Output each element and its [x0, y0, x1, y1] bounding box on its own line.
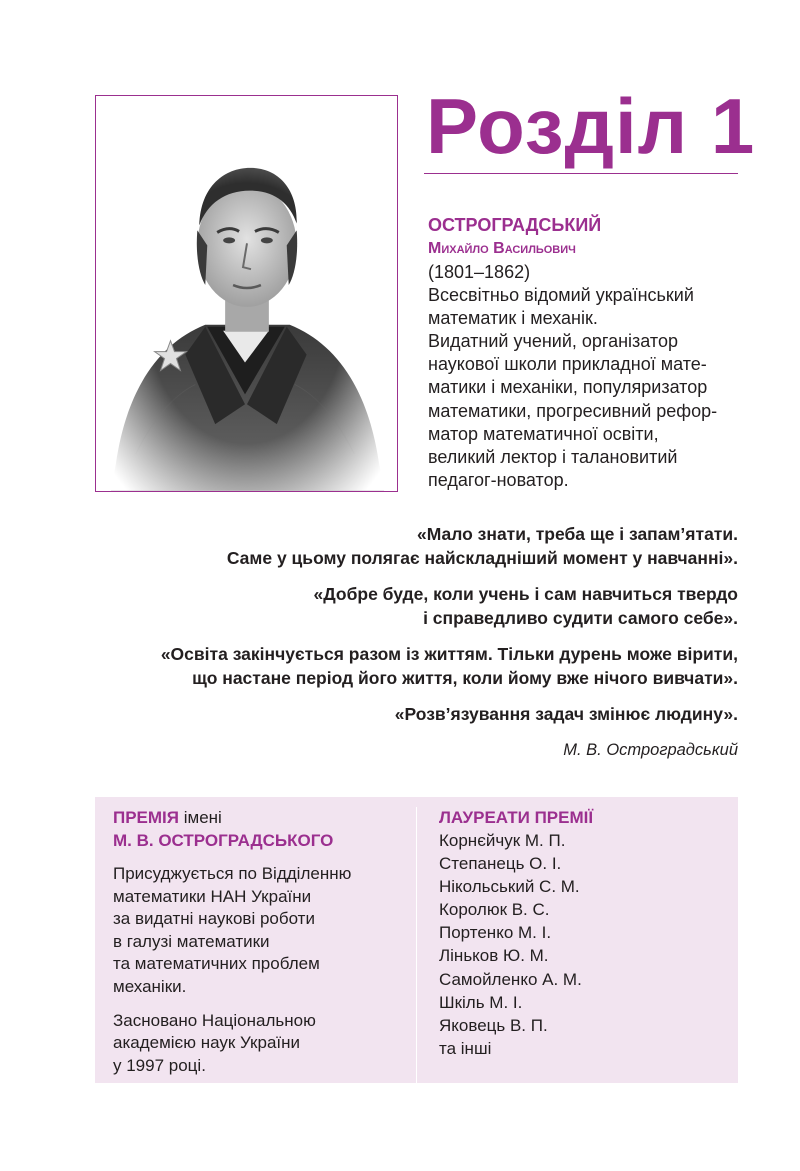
laureates-heading: ЛАУРЕАТИ ПРЕМІЇ	[439, 808, 594, 827]
prize-description-line: та математичних проблем	[113, 954, 320, 974]
laureate: Ліньков Ю. М.	[439, 946, 549, 966]
laureate: Портенко М. І.	[439, 923, 552, 943]
bio-surname: ОСТРОГРАДСЬКИЙ	[428, 215, 602, 235]
quote-line: «Мало знати, треба ще і запам’ятати.	[416, 524, 738, 544]
bio-line: великий лектор і талановитий	[428, 446, 678, 467]
quote	[58, 522, 738, 570]
portrait-frame	[95, 95, 398, 492]
bio-line: Видатний учений, організатор	[428, 331, 678, 352]
prize-description-line: Присуджується по Відділенню	[113, 864, 352, 883]
prize-description-line: математики НАН України	[113, 886, 312, 906]
prize-name: М. В. ОСТРОГРАДСЬКОГО	[113, 831, 334, 850]
biography	[428, 213, 748, 492]
laureate: Яковець В. П.	[439, 1015, 548, 1035]
prize-founded	[113, 1010, 408, 1078]
bio-line: наукової школи прикладної мате-	[428, 354, 707, 375]
quote-line: «Добре буде, коли учень і сам навчиться твердо	[313, 584, 738, 604]
laureate: та інші	[439, 1038, 492, 1058]
quote-line: і справедливо судити самого себе».	[423, 608, 738, 628]
laureate: Степанець О. І.	[439, 854, 562, 874]
bio-line: (1801–1862)	[428, 262, 531, 282]
prize-info	[113, 806, 408, 1077]
prize-description-line: в галузі математики	[113, 931, 270, 951]
prize-panel	[95, 797, 738, 1083]
title-divider	[424, 173, 738, 174]
laureate: Нікольський С. М.	[439, 877, 580, 897]
prize-heading	[113, 806, 408, 829]
prize-heading-accent: ПРЕМІЯ	[113, 808, 179, 827]
laureate: Корнєйчук М. П.	[439, 831, 566, 850]
prize-description	[113, 863, 408, 999]
bio-line: математик і механік.	[428, 308, 598, 329]
prize-description-line: механіки.	[113, 976, 187, 996]
bio-given-names: Михайло Васильович	[428, 240, 576, 257]
laureate: Шкіль М. І.	[439, 992, 523, 1012]
quote	[58, 642, 738, 690]
laureates-list	[439, 806, 729, 1060]
prize-description-line: за видатні наукові роботи	[113, 909, 315, 929]
bio-line: математики, прогресивний рефор-	[428, 400, 718, 421]
bio-line: педагог-новатор.	[428, 469, 569, 490]
prize-divider	[416, 807, 417, 1083]
prize-heading-rest: імені	[179, 808, 222, 827]
laureate: Королюк В. С.	[439, 900, 550, 920]
bio-line: Всесвітньо відомий український	[428, 285, 694, 306]
bio-line: матики і механіки, популяризатор	[428, 377, 708, 398]
bio-line: матор математичної освіти,	[428, 423, 659, 444]
quote-line: що настане період його життя, коли йому вже нічого вивчати».	[192, 668, 738, 688]
quote	[58, 702, 738, 726]
laureate: Самойленко А. М.	[439, 969, 582, 989]
prize-founded-line: Засновано Національною	[113, 1010, 316, 1030]
quote-line: Саме у цьому полягає найскладніший момент у навчанні».	[226, 548, 738, 568]
quotes-block	[58, 522, 738, 762]
quote-author: М. В. Остроградський	[563, 741, 738, 759]
portrait-image	[96, 96, 397, 491]
prize-founded-line: академією наук України	[113, 1033, 301, 1053]
prize-founded-line: у 1997 році.	[113, 1055, 206, 1075]
quote	[58, 582, 738, 630]
chapter-title: Розділ 1	[426, 82, 756, 170]
quote-line: «Розв’язування задач змінює людину».	[394, 704, 738, 724]
quote-line: «Освіта закінчується разом із життям. Тільки дурень може вірити,	[160, 644, 738, 664]
